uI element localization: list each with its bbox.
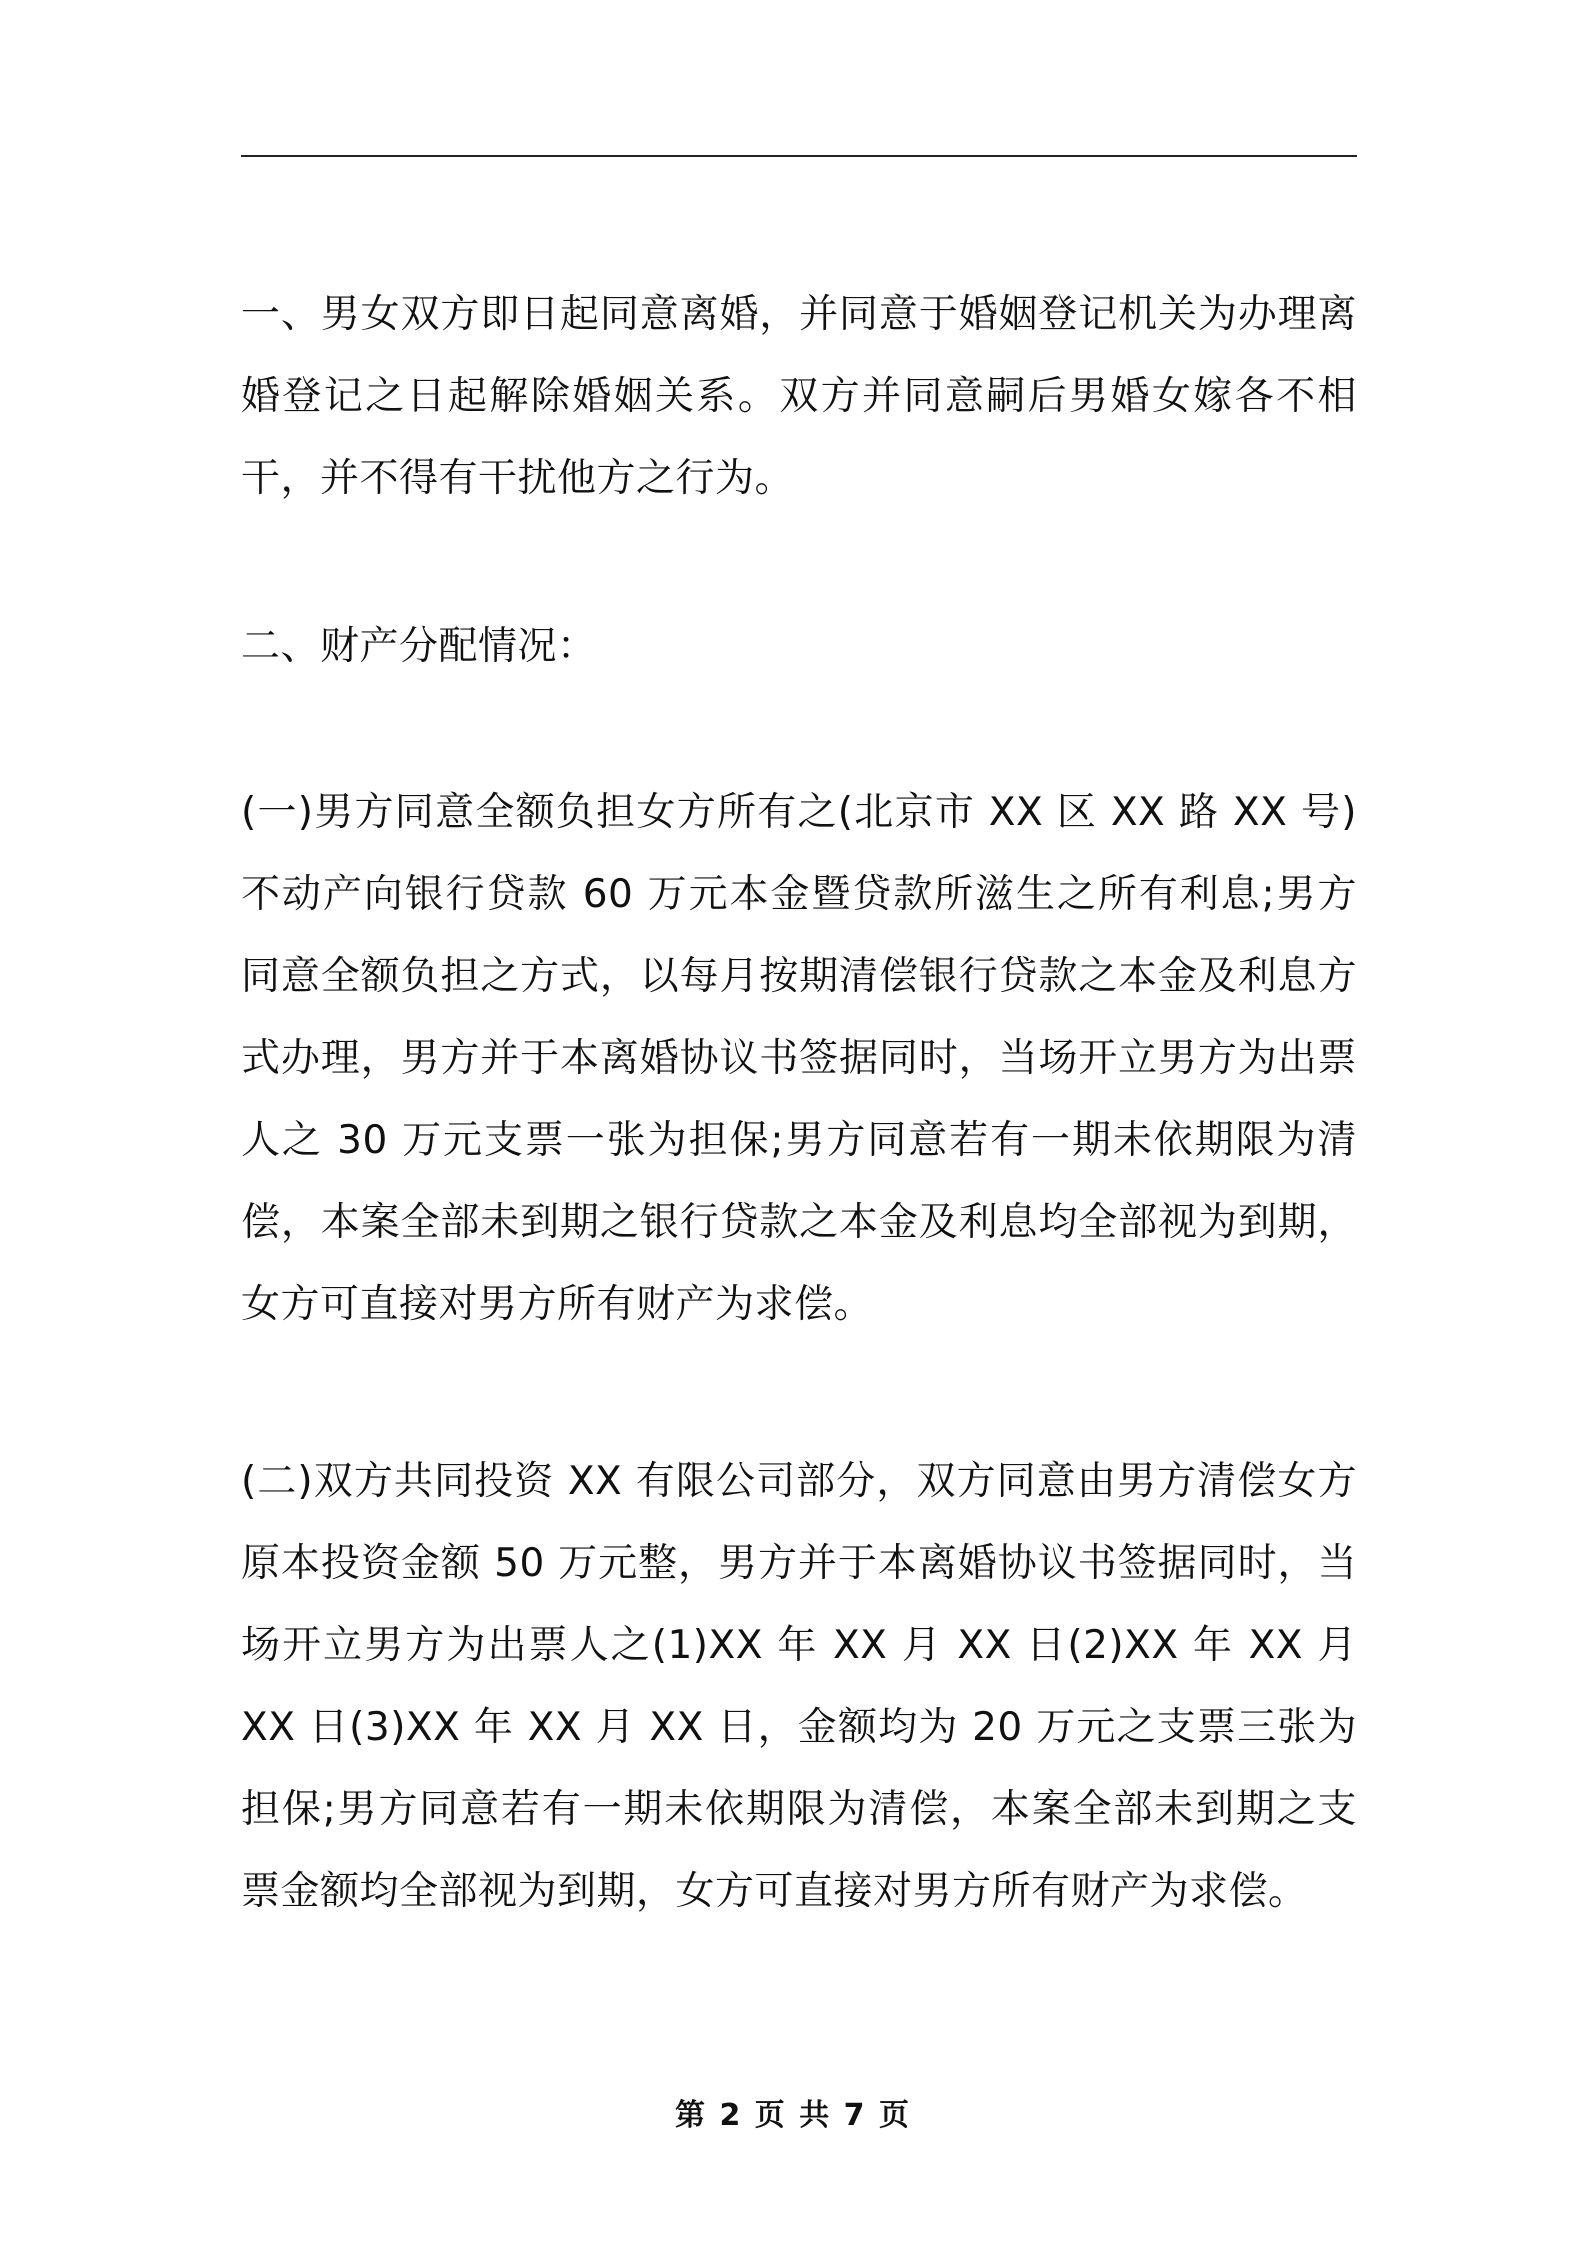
property-section-heading: 二、财产分配情况：	[241, 624, 597, 669]
property-clause-1-paragraph: (一)男方同意全额负担女方所有之(北京市 XX 区 XX 路 XX 号)不动产向银行贷款 60 万元本金暨贷款所滋生之所有利息;男方同意全额负担之方式，以每月按期清偿银行贷款之本金及利息方式办理，男方并于本离婚协议书签据同时，当场开立男方为出票人之 30 万元支票一张为担保;男方同意若有一期未依期限为清偿，本案全部未到期之银行贷款之本金及利息均全部视为到期，女方可直接对男方所有财产为求偿。	[241, 790, 1357, 1327]
header-divider	[241, 155, 1357, 157]
property-clause-2-paragraph: (二)双方共同投资 XX 有限公司部分，双方同意由男方清偿女方原本投资金额 50 万元整，男方并于本离婚协议书签据同时，当场开立男方为出票人之(1)XX 年 XX 月 XX 日(2)XX 年 XX 月 XX 日(3)XX 年 XX 月 XX 日，金额均为 20 万元之支票三张为担保;男方同意若有一期未依期限为清偿，本案全部未到期之支票金额均全部视为到期，女方可直接对男方所有财产为求偿。	[241, 1459, 1357, 1914]
page-number: 第 2 页 共 7 页	[675, 2098, 911, 2133]
clause-1-paragraph: 一、男女双方即日起同意离婚，并同意于婚姻登记机关为办理离婚登记之日起解除婚姻关系。双方并同意嗣后男婚女嫁各不相干，并不得有干扰他方之行为。	[241, 292, 1357, 501]
